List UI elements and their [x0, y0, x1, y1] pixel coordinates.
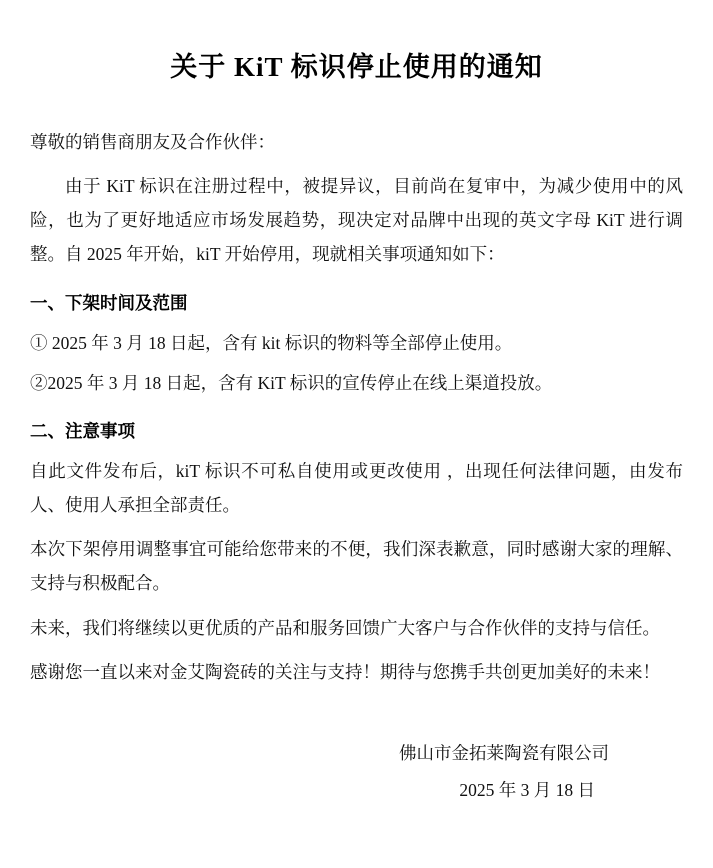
notice-paragraph: 本次下架停用调整事宜可能给您带来的不便，我们深表歉意，同时感谢大家的理解、支持与积极配合。 [30, 539, 683, 594]
signature-date: 2025 年 3 月 18 日 [459, 779, 595, 800]
intro-paragraph: 由于 KiT 标识在注册过程中，被提异议，目前尚在复审中，为减少使用中的风险，也为了更好地适应市场发展趋势，现决定对品牌中出现的英文字母 KiT 进行调整。自 2025 年开始，kiT 开始停用，现就相关事项通知如下： [30, 176, 683, 265]
list-item: ②2025 年 3 月 18 日起，含有 KiT 标识的宣传停止在线上渠道投放。 [30, 372, 553, 393]
page-title: 关于 KiT 标识停止使用的通知 [170, 52, 543, 82]
notice-paragraph: 未来，我们将继续以更优质的产品和服务回馈广大客户与合作伙伴的支持与信任。 [30, 617, 660, 638]
signature-block [30, 735, 683, 809]
document-body [30, 125, 683, 689]
signature-company: 佛山市金拓莱陶瓷有限公司 [399, 742, 609, 763]
salutation: 尊敬的销售商朋友及合作伙伴： [30, 132, 275, 153]
list-item: ① 2025 年 3 月 18 日起，含有 kit 标识的物料等全部停止使用。 [30, 332, 513, 353]
section-heading-scope: 一、下架时间及范围 [30, 292, 188, 313]
section-heading-notes: 二、注意事项 [30, 420, 135, 441]
notice-paragraph: 自此文件发布后，kiT 标识不可私自使用或更改使用 ，出现任何法律问题，由发布人、使用人承担全部责任。 [30, 461, 683, 516]
notice-paragraph: 感谢您一直以来对金艾陶瓷砖的关注与支持！期待与您携手共创更加美好的未来！ [30, 661, 660, 682]
